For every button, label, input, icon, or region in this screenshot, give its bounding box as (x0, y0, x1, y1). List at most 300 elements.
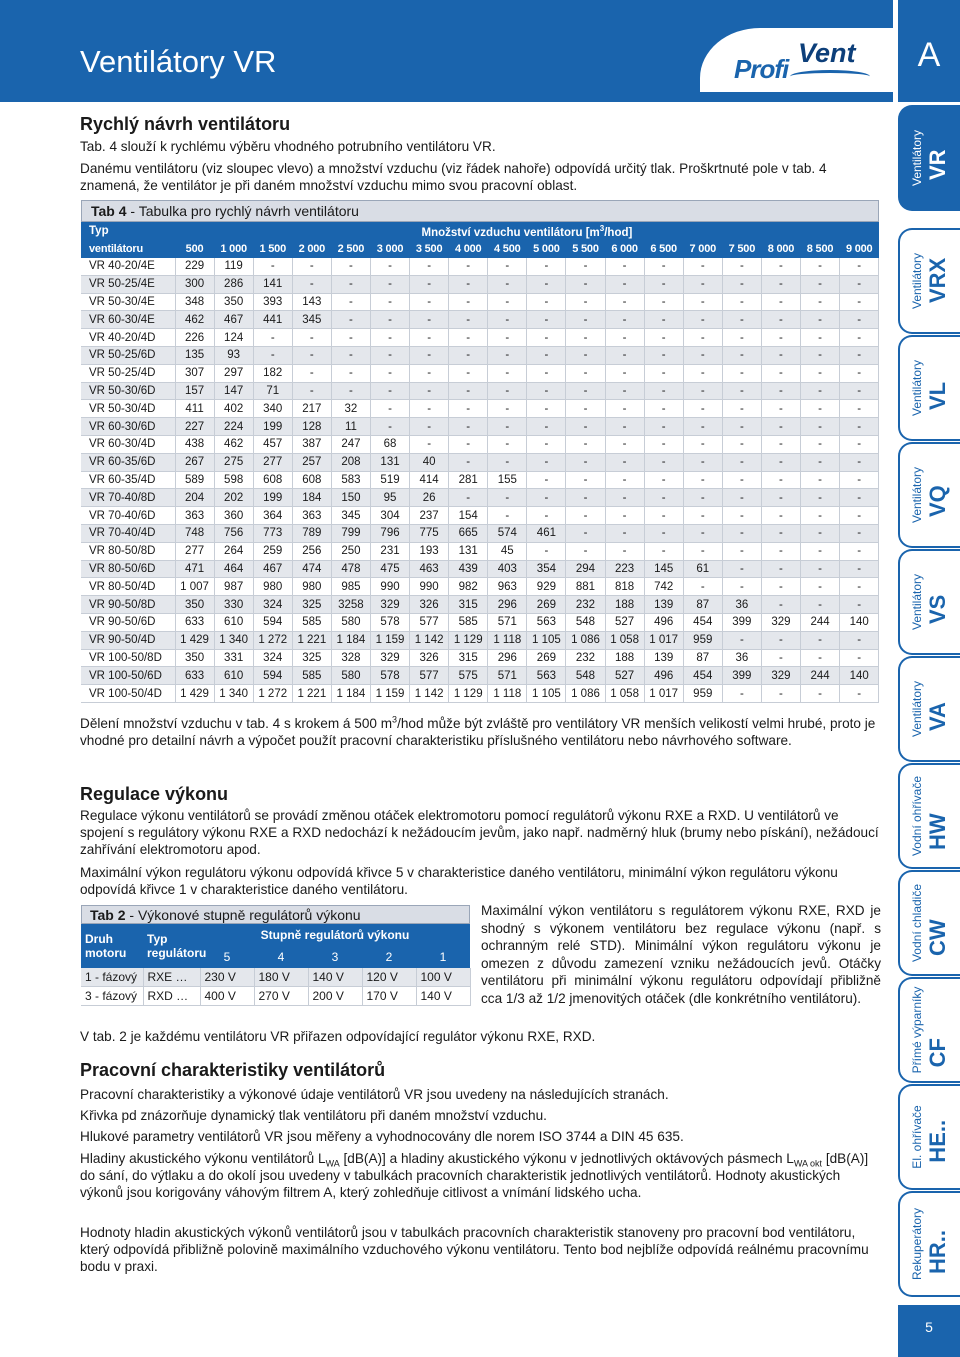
table4-airflow-header: 9 000 (840, 240, 879, 258)
table4-pressure-cell: - (605, 453, 644, 471)
table4-pressure-cell: 665 (449, 524, 488, 542)
table4-fan-type: VR 90-50/4D (81, 631, 175, 649)
table4-pressure-cell: 202 (214, 489, 253, 507)
table4-pressure-cell: 402 (214, 400, 253, 418)
table4-pressure-cell: - (722, 489, 761, 507)
table4-pressure-cell: 519 (370, 471, 409, 489)
table4-pressure-cell: 441 (253, 311, 292, 329)
table4-caption (81, 200, 879, 222)
table4-pressure-cell: 527 (605, 613, 644, 631)
table4-pressure-cell: - (761, 329, 800, 347)
table4-pressure-cell: - (449, 400, 488, 418)
logo-swoosh-icon (790, 70, 870, 83)
table4-pressure-cell: - (644, 435, 683, 453)
table4-pressure-cell: 399 (722, 613, 761, 631)
table4-pressure-cell: - (801, 631, 840, 649)
table4-pressure-cell: 467 (253, 560, 292, 578)
table4-pressure-cell: - (370, 293, 409, 311)
table4-pressure-cell: 496 (644, 667, 683, 685)
table4-pressure-cell: - (722, 631, 761, 649)
table4-pressure-cell: - (449, 418, 488, 436)
table4-pressure-cell: 244 (801, 613, 840, 631)
table4-pressure-cell: - (683, 542, 722, 560)
table4-fan-type: VR 40-20/4E (81, 258, 175, 275)
table4-airflow-header: 5 000 (527, 240, 566, 258)
table4-pressure-cell: 577 (410, 613, 449, 631)
para-regulation-2: Maximální výkon regulátoru výkonu odpovídá křivce 5 v charakteristice daného ventilátoru, minimální výkon regulátoru výkonu odpovídá křivce 1 v charakteristice daného ventilátoru. (80, 865, 838, 897)
table4-pressure-cell: - (605, 418, 644, 436)
table4-airflow-header: 3 000 (370, 240, 409, 258)
table4-pressure-cell: 580 (331, 667, 370, 685)
table4-pressure-cell: - (722, 453, 761, 471)
table4-row (81, 542, 879, 560)
table2-regulator-type: RXE … (143, 968, 200, 987)
table4-pressure-cell: 135 (175, 346, 214, 364)
side-tab-code: VA (925, 702, 950, 732)
table4-pressure-cell: 1 058 (605, 631, 644, 649)
table4-pressure-cell: 462 (175, 311, 214, 329)
table4-pressure-cell: 354 (527, 560, 566, 578)
table4-pressure-cell: - (840, 258, 879, 275)
table4-pressure-cell: 315 (449, 649, 488, 667)
table4-pressure-cell: - (527, 435, 566, 453)
table4-pressure-cell: 475 (370, 560, 409, 578)
table4-pressure-cell: 580 (331, 613, 370, 631)
table4-pressure-cell: 188 (605, 596, 644, 614)
table4-pressure-cell: - (488, 258, 527, 275)
table4-pressure-cell: - (253, 329, 292, 347)
table4-pressure-cell: - (722, 685, 761, 703)
table4-pressure-cell: - (801, 471, 840, 489)
table4-pressure-cell: 139 (644, 649, 683, 667)
table4-pressure-cell: 478 (331, 560, 370, 578)
table4-pressure-cell: - (449, 275, 488, 293)
table2-step-header: 1 (416, 946, 470, 968)
table4-pressure-cell: 326 (410, 649, 449, 667)
table4-fan-type: VR 100-50/6D (81, 667, 175, 685)
table4-pressure-cell: - (488, 329, 527, 347)
side-tab-code: HW (925, 813, 950, 851)
table4-pressure-cell: - (722, 435, 761, 453)
table4-pressure-cell: 462 (214, 435, 253, 453)
table4-pressure-cell: 296 (488, 596, 527, 614)
table4-pressure-cell: 548 (566, 613, 605, 631)
table4-pressure-cell: - (722, 542, 761, 560)
table4-fan-type: VR 90-50/6D (81, 613, 175, 631)
table4-row (81, 453, 879, 471)
table4-airflow-header: 4 000 (449, 240, 488, 258)
table4-pressure-cell: 585 (449, 613, 488, 631)
para-quick-intro: Tab. 4 slouží k rychlému výběru vhodného potrubního ventilátoru VR. (80, 139, 496, 154)
table4-airflow-header: 7 000 (683, 240, 722, 258)
table4-pressure-cell: - (644, 382, 683, 400)
table4-pressure-cell: 563 (527, 667, 566, 685)
table4-pressure-cell: - (840, 631, 879, 649)
para-regulation-3: V tab. 2 je každému ventilátoru VR přiřazen odpovídající regulátor výkonu RXE, RXD. (80, 1029, 596, 1044)
table4-pressure-cell: 1 184 (331, 631, 370, 649)
table4-pressure-cell: 454 (683, 667, 722, 685)
table4-pressure-cell: - (449, 364, 488, 382)
table4-pressure-cell: - (370, 329, 409, 347)
page-footer-bar (898, 1305, 960, 1357)
table4-airflow-header: 7 500 (722, 240, 761, 258)
table4-pressure-cell: 139 (644, 596, 683, 614)
table4-pressure-cell: - (801, 524, 840, 542)
table4-pressure-cell: - (683, 435, 722, 453)
table4-row (81, 293, 879, 311)
table4-pressure-cell: - (761, 560, 800, 578)
table4-pressure-cell: 87 (683, 596, 722, 614)
table4-pressure-cell: 985 (331, 578, 370, 596)
table4-pressure-cell: 578 (370, 613, 409, 631)
table4-pressure-cell: - (331, 382, 370, 400)
table4-row (81, 649, 879, 667)
table4-pressure-cell: - (331, 275, 370, 293)
table4-pressure-cell: - (331, 364, 370, 382)
table4-pressure-cell: - (410, 418, 449, 436)
table4-pressure-cell: - (761, 542, 800, 560)
table4-pressure-cell: - (801, 596, 840, 614)
table4-pressure-cell: 527 (605, 667, 644, 685)
table4-pressure-cell: 141 (253, 275, 292, 293)
table4-pressure-cell: 182 (253, 364, 292, 382)
table4-pressure-cell: 457 (253, 435, 292, 453)
table4-pressure-cell: 199 (253, 489, 292, 507)
table4-airflow-header: 6 000 (605, 240, 644, 258)
table4-pressure-cell: - (840, 329, 879, 347)
table2-caption (81, 905, 470, 924)
table4-pressure-cell: 232 (566, 596, 605, 614)
table4-pressure-cell: - (527, 507, 566, 525)
table4-pressure-cell: - (527, 293, 566, 311)
table4-airflow-header: 2 000 (292, 240, 331, 258)
table4-pressure-cell: - (761, 382, 800, 400)
table4-pressure-cell: 3258 (331, 596, 370, 614)
table4-pressure-cell: - (566, 507, 605, 525)
table4-pressure-cell: - (644, 400, 683, 418)
table4-pressure-cell: 256 (292, 542, 331, 560)
table4-pressure-cell: 345 (331, 507, 370, 525)
table2-voltage-cell: 140 V (416, 987, 470, 1006)
table4-pressure-cell: - (488, 275, 527, 293)
table4-row (81, 524, 879, 542)
profivent-logo (734, 38, 876, 84)
table4-pressure-cell: - (761, 311, 800, 329)
table4-pressure-cell: - (449, 382, 488, 400)
side-tab-vrx[interactable] (898, 228, 960, 334)
para-char-1: Pracovní charakteristiky a výkonové údaje ventilátorů VR jsou uvedeny na následujících stranách. (80, 1087, 669, 1102)
table4-pressure-cell: 328 (331, 649, 370, 667)
table4-pressure-cell: 145 (644, 560, 683, 578)
table4-pressure-cell: - (644, 453, 683, 471)
table4-pressure-cell: 224 (214, 418, 253, 436)
table4-pressure-cell: - (840, 560, 879, 578)
table4-pressure-cell: 1 105 (527, 685, 566, 703)
table4-pressure-cell: - (566, 435, 605, 453)
table2-step-header: 4 (254, 946, 308, 968)
table4-pressure-cell: - (761, 418, 800, 436)
table4-pressure-cell: 155 (488, 471, 527, 489)
side-tab-vq[interactable] (898, 442, 960, 548)
table4-pressure-cell: - (761, 471, 800, 489)
table4-fan-type: VR 50-30/4E (81, 293, 175, 311)
table4-pressure-cell: - (527, 275, 566, 293)
table4-row (81, 382, 879, 400)
table4-pressure-cell: - (840, 578, 879, 596)
table4-pressure-cell: - (410, 346, 449, 364)
table4-pressure-cell: 959 (683, 631, 722, 649)
table2-regulator-steps (81, 924, 471, 1006)
table4-pressure-cell: - (683, 524, 722, 542)
table4-pressure-cell: - (527, 311, 566, 329)
table4-pressure-cell: 350 (214, 293, 253, 311)
table4-pressure-cell: 583 (331, 471, 370, 489)
table4-pressure-cell: 307 (175, 364, 214, 382)
table4-pressure-cell: 329 (761, 667, 800, 685)
side-tab-category: Vodní chladiče (910, 883, 924, 963)
side-tab-category: Rekuperátory (910, 1207, 924, 1281)
table4-row (81, 311, 879, 329)
table4-fan-type: VR 50-25/6D (81, 346, 175, 364)
side-tab-vr[interactable] (898, 105, 960, 211)
table4-pressure-cell: - (527, 382, 566, 400)
table4-pressure-cell: - (840, 400, 879, 418)
table4-pressure-cell: - (527, 418, 566, 436)
table4-pressure-cell: - (644, 364, 683, 382)
table4-pressure-cell: - (840, 507, 879, 525)
table4-pressure-cell: - (449, 453, 488, 471)
table4-pressure-cell: - (722, 258, 761, 275)
table4-pressure-cell: 574 (488, 524, 527, 542)
table4-pressure-cell: 300 (175, 275, 214, 293)
table2-col-drive: Druh motoru (81, 924, 143, 968)
table4-pressure-cell: - (683, 400, 722, 418)
table4-pressure-cell: 154 (449, 507, 488, 525)
table4-pressure-cell: - (488, 489, 527, 507)
table4-pressure-cell: 227 (175, 418, 214, 436)
table4-row (81, 418, 879, 436)
table4-pressure-cell: 990 (410, 578, 449, 596)
table4-row (81, 329, 879, 347)
table2-motor-type: 3 - fázový (81, 987, 143, 1006)
table4-pressure-cell: - (449, 489, 488, 507)
table4-pressure-cell: 963 (488, 578, 527, 596)
table4-airflow-header: 8 000 (761, 240, 800, 258)
side-tab-code: VRX (925, 257, 950, 304)
table4-pressure-cell: - (605, 471, 644, 489)
table4-pressure-cell: - (566, 542, 605, 560)
table4-pressure-cell: 40 (410, 453, 449, 471)
table4-row (81, 667, 879, 685)
logo-vent-text: Vent (798, 38, 856, 68)
table4-pressure-cell: 36 (722, 596, 761, 614)
table4-pressure-cell: 128 (292, 418, 331, 436)
table4-pressure-cell: 789 (292, 524, 331, 542)
table4-pressure-cell: 32 (331, 400, 370, 418)
table4-pressure-cell: - (722, 382, 761, 400)
table4-group-header: Množství vzduchu ventilátoru $[m^3/hod]$ (175, 222, 879, 240)
table4-pressure-cell: - (801, 489, 840, 507)
table4-fan-type: VR 60-30/4D (81, 435, 175, 453)
table4-pressure-cell: 1 017 (644, 685, 683, 703)
table4-pressure-cell: 184 (292, 489, 331, 507)
heading-quick-design: Rychlý návrh ventilátoru (80, 114, 291, 134)
side-tab-va[interactable] (898, 656, 960, 762)
table4-pressure-cell: 193 (410, 542, 449, 560)
table4-pressure-cell: - (801, 364, 840, 382)
table4-pressure-cell: 325 (292, 596, 331, 614)
side-tab-vl[interactable] (898, 335, 960, 441)
table4-airflow-header: 4 500 (488, 240, 527, 258)
table4-pressure-cell: 438 (175, 435, 214, 453)
table4-pressure-cell: 304 (370, 507, 409, 525)
table4-pressure-cell: 633 (175, 667, 214, 685)
table4-pressure-cell: 269 (527, 649, 566, 667)
table4-pressure-cell: - (605, 382, 644, 400)
table4-pressure-cell: - (370, 418, 409, 436)
table4-pressure-cell: - (331, 346, 370, 364)
table4-pressure-cell: 1 142 (410, 631, 449, 649)
table4-pressure-cell: - (683, 453, 722, 471)
table4-pressure-cell: 244 (801, 667, 840, 685)
table4-pressure-cell: - (527, 329, 566, 347)
table4-pressure-cell: - (370, 400, 409, 418)
table4-pressure-cell: 267 (175, 453, 214, 471)
table4-pressure-cell: - (370, 275, 409, 293)
page-title: Ventilátory VR (80, 44, 277, 79)
table4-pressure-cell: 929 (527, 578, 566, 596)
table4-pressure-cell: 387 (292, 435, 331, 453)
table4-pressure-cell: - (605, 364, 644, 382)
table4-pressure-cell: - (527, 364, 566, 382)
table4-pressure-cell: - (605, 329, 644, 347)
side-tab-code: HR.. (925, 1230, 950, 1275)
side-tab-hr[interactable] (898, 1191, 960, 1297)
table2-voltage-cell: 400 V (200, 987, 254, 1006)
table4-pressure-cell: 363 (175, 507, 214, 525)
table4-pressure-cell: - (566, 418, 605, 436)
table4-col-type: Typ (81, 222, 175, 240)
table4-pressure-cell: 610 (214, 667, 253, 685)
table4-pressure-cell: 461 (527, 524, 566, 542)
table4-pressure-cell: 324 (253, 596, 292, 614)
table2-motor-type: 1 - fázový (81, 968, 143, 987)
table4-pressure-cell: - (761, 400, 800, 418)
table4-pressure-cell: - (722, 560, 761, 578)
table4-pressure-cell: - (683, 311, 722, 329)
table4-pressure-cell: 571 (488, 613, 527, 631)
table4-pressure-cell: - (840, 649, 879, 667)
table4-pressure-cell: - (253, 258, 292, 275)
table4-pressure-cell: - (410, 311, 449, 329)
heading-characteristics: Pracovní charakteristiky ventilátorů (80, 1060, 386, 1080)
table4-pressure-cell: - (683, 329, 722, 347)
table4-pressure-cell: 496 (644, 613, 683, 631)
table4-pressure-cell: - (527, 489, 566, 507)
table4-pressure-cell: 364 (253, 507, 292, 525)
table4-pressure-cell: 269 (527, 596, 566, 614)
side-tab-cf[interactable] (898, 977, 960, 1083)
table4-pressure-cell: - (331, 293, 370, 311)
table4-pressure-cell: - (644, 329, 683, 347)
table4-pressure-cell: - (761, 489, 800, 507)
table4-fan-type: VR 60-30/4E (81, 311, 175, 329)
table4-pressure-cell: - (644, 418, 683, 436)
table4-pressure-cell: 796 (370, 524, 409, 542)
table4-pressure-cell: - (840, 435, 879, 453)
table4-pressure-cell: 393 (253, 293, 292, 311)
table4-pressure-cell: - (566, 275, 605, 293)
table4-pressure-cell: 1 007 (175, 578, 214, 596)
table4-pressure-cell: 403 (488, 560, 527, 578)
side-tab-category: Ventilátory (910, 252, 924, 310)
table4-pressure-cell: - (566, 400, 605, 418)
table4-pressure-cell: - (488, 382, 527, 400)
table4-pressure-cell: - (761, 435, 800, 453)
table4-pressure-cell: - (331, 258, 370, 275)
table4-pressure-cell: 1 272 (253, 631, 292, 649)
side-tab-category: Ventilátory (910, 129, 924, 187)
table4-pressure-cell: - (644, 489, 683, 507)
table4-pressure-cell: - (410, 364, 449, 382)
side-tab-code: VS (925, 594, 950, 625)
table4-pressure-cell: 348 (175, 293, 214, 311)
table4-pressure-cell: 147 (214, 382, 253, 400)
para-regulation-side: Maximální výkon ventilátoru s regulátorem výkonu RXE, RXD je shodný s výkonem ventilátoru bez regulace výkonu (např. s ochranným relé STD). Minimální výkon regulátoru výkonu je omezen z důvodu zamezení vzniku nežádoucích jevů. Otáčky ventilátoru při minimální výkonu regulátoru odpovídají přibližně cca 1/3 až 1/2 jmenovitých otáček (dle konkrétního ventilátoru). (481, 903, 881, 1006)
table4-pressure-cell: 467 (214, 311, 253, 329)
side-tab-cw[interactable] (898, 870, 960, 976)
table2-voltage-cell: 230 V (200, 968, 254, 987)
table4-pressure-cell: - (761, 258, 800, 275)
table4-pressure-cell: 68 (370, 435, 409, 453)
table4-pressure-cell: - (370, 311, 409, 329)
table4-pressure-cell: - (840, 418, 879, 436)
table4-pressure-cell: - (722, 364, 761, 382)
table4-pressure-cell: - (527, 400, 566, 418)
table4-fan-type: VR 60-35/6D (81, 453, 175, 471)
table4-pressure-cell: 571 (488, 667, 527, 685)
table4-pressure-cell: 360 (214, 507, 253, 525)
table4-pressure-cell: - (840, 275, 879, 293)
table4-pressure-cell: - (761, 596, 800, 614)
para-quick-explain: Danému ventilátoru (viz sloupec vlevo) a množství vzduchu (viz řádek nahoře) odpovídá určitý tlak. Proškrtnuté pole v tab. 4 znamená, že ventilátor je při daném množství vzduchu mimo svou pracovní oblast. (80, 161, 827, 193)
side-tab-vs[interactable] (898, 549, 960, 655)
table4-pressure-cell: 199 (253, 418, 292, 436)
table4-pressure-cell: 773 (253, 524, 292, 542)
table4-pressure-cell: 150 (331, 489, 370, 507)
table4-pressure-cell: - (370, 346, 409, 364)
logo-profi-text: Profi (734, 54, 789, 84)
table4-pressure-cell: 474 (292, 560, 331, 578)
table4-pressure-cell: - (761, 524, 800, 542)
table4-pressure-cell: - (566, 346, 605, 364)
side-tab-he[interactable] (898, 1084, 960, 1190)
table4-pressure-cell: - (722, 275, 761, 293)
para-char-3: Hlukové parametry ventilátorů VR jsou měřeny a vyhodnocovány dle norem ISO 3744 a DIN 45 635. (80, 1129, 684, 1144)
table2-voltage-cell: 120 V (362, 968, 416, 987)
table4-pressure-cell: 119 (214, 258, 253, 275)
table4-pressure-cell: 277 (253, 453, 292, 471)
side-tab-hw[interactable] (898, 763, 960, 869)
table4-pressure-cell: - (840, 346, 879, 364)
table4-pressure-cell: 980 (292, 578, 331, 596)
table4-pressure-cell: - (801, 258, 840, 275)
table4-pressure-cell: 329 (370, 649, 409, 667)
table4-pressure-cell: 633 (175, 613, 214, 631)
table4-pressure-cell: - (683, 382, 722, 400)
table4-row (81, 578, 879, 596)
table4-pressure-cell: - (605, 542, 644, 560)
